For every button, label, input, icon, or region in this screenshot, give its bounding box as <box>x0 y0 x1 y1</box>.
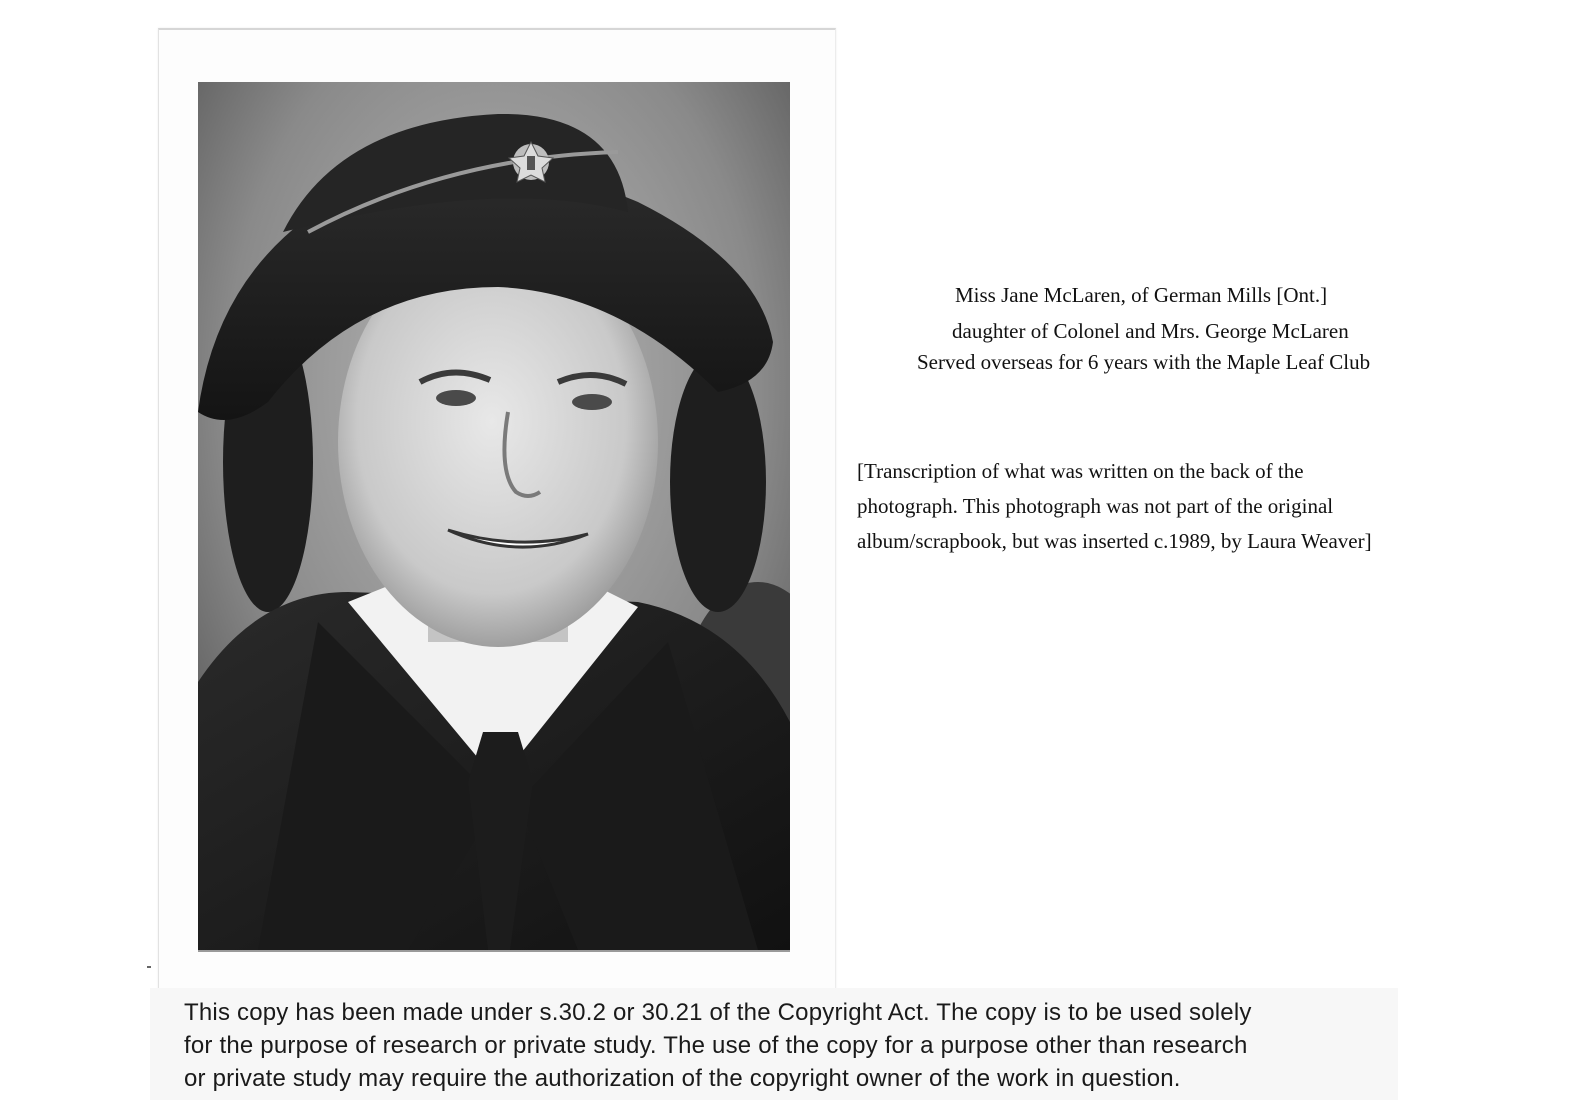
copyright-line-1: This copy has been made under s.30.2 or 30.21 of the Copyright Act. The copy is to be used solely <box>184 999 1252 1026</box>
portrait-photograph <box>198 82 790 952</box>
caption-line-1: Miss Jane McLaren, of German Mills [Ont.] <box>955 283 1328 307</box>
copyright-line-2: for the purpose of research or private study. The use of the copy for a purpose other than research <box>184 1032 1248 1059</box>
portrait-illustration <box>198 82 790 950</box>
note-line-1: [Transcription of what was written on the back of the <box>857 459 1304 483</box>
transcription-note <box>857 454 1547 559</box>
caption-line-3: Served overseas for 6 years with the Maple Leaf Club <box>917 350 1371 374</box>
scan-speck <box>147 966 151 968</box>
note-line-2: photograph. This photograph was not part of the original <box>857 494 1334 518</box>
note-line-3: album/scrapbook, but was inserted c.1989, by Laura Weaver] <box>857 529 1372 553</box>
copyright-line-3: or private study may require the authorization of the copyright owner of the work in question. <box>184 1065 1181 1092</box>
caption-line-2: daughter of Colonel and Mrs. George McLaren <box>952 319 1349 343</box>
copyright-notice <box>150 988 1398 1100</box>
